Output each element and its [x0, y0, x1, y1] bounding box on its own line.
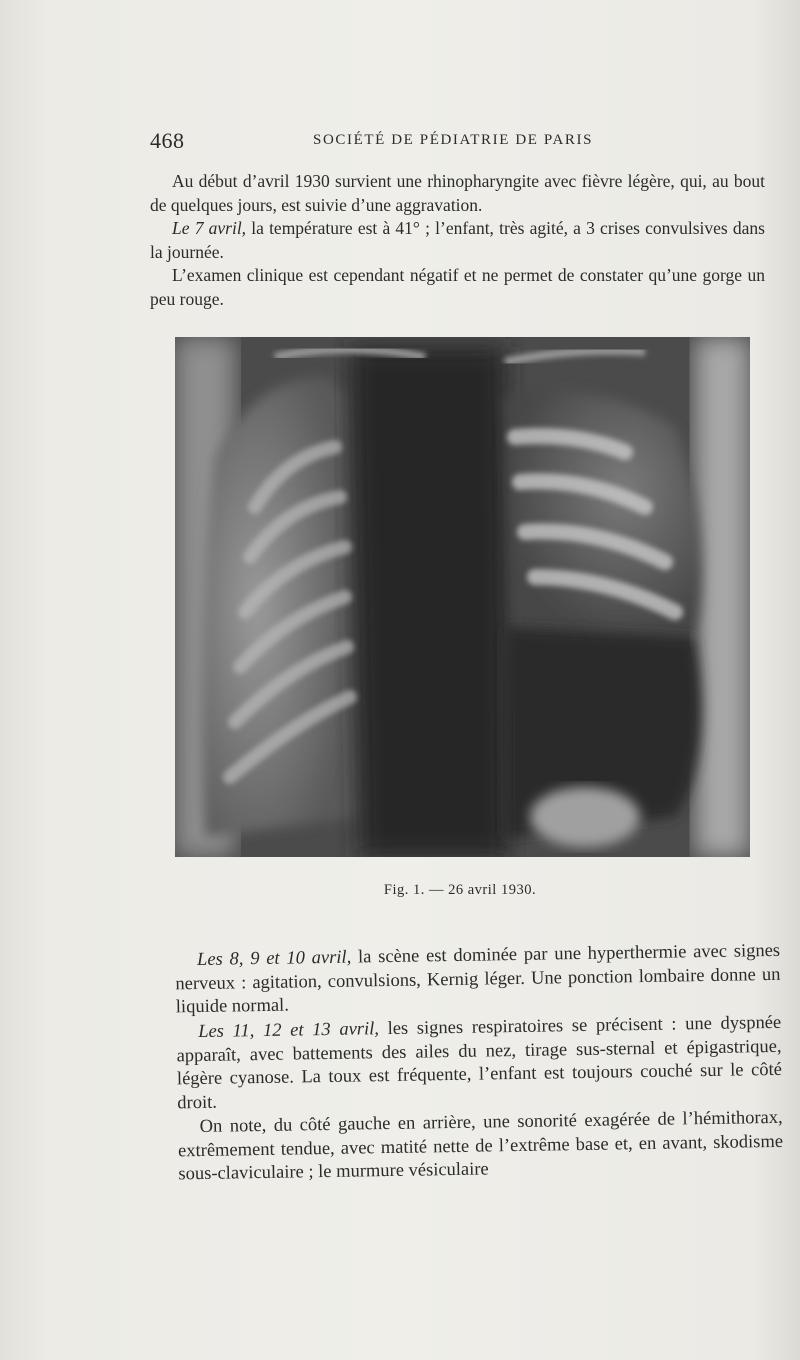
paragraph-4: [175, 940, 781, 1020]
paragraph-2-text: la température est à 41° ; l’enfant, très agité, a 3 crises convulsives dans la journée.: [150, 218, 765, 262]
figure-caption: Fig. 1. — 26 avril 1930.: [383, 882, 537, 898]
chest-xray-image: [175, 337, 750, 857]
paragraph-6-text: On note, du côté gauche en arrière, une sonorité exagérée de l’hémithorax, extrêmement tendue, avec matité nette de l’extrême base et, en avant, skodisme sous-claviculaire ; le murmure vésiculaire: [177, 1107, 784, 1185]
paragraph-5-text: les signes respiratoires se précisent : une dyspnée apparaît, avec battements des ailes du nez, tirage sus-sternal et épigastrique, légère cyanose. La toux est fréquente, l’enfant est toujours couché sur le côté droit.: [176, 1012, 783, 1113]
paragraph-1: [150, 170, 765, 217]
paragraph-2: [150, 217, 765, 264]
paragraph-5: [176, 1012, 782, 1115]
chest-xray-figure: [175, 337, 750, 857]
page-header: [150, 128, 770, 156]
paragraph-3: [150, 264, 765, 311]
date-label-8-9-10-avril: Les 8, 9 et 10 avril,: [196, 947, 352, 971]
date-label-11-12-13-avril: Les 11, 12 et 13 avril,: [198, 1019, 380, 1043]
paragraph-6: [178, 1107, 784, 1187]
running-title: SOCIÉTÉ DE PÉDIATRIE DE PARIS: [313, 132, 594, 148]
date-label-7-avril: Le 7 avril,: [172, 218, 247, 238]
paragraph-1-text: Au début d’avril 1930 survient une rhinopharyngite avec fièvre légère, qui, au bout de quelques jours, est suivie d’une aggravation.: [150, 171, 765, 215]
paragraph-4-text: la scène est dominée par une hyperthermie avec signes nerveux : agitation, convulsions, Kernig léger. Une ponction lombaire donne un liquide normal.: [175, 940, 781, 1018]
page-number: 468: [150, 128, 185, 153]
paragraph-3-text: L’examen clinique est cependant négatif et ne permet de constater qu’une gorge un peu rouge.: [150, 265, 765, 309]
